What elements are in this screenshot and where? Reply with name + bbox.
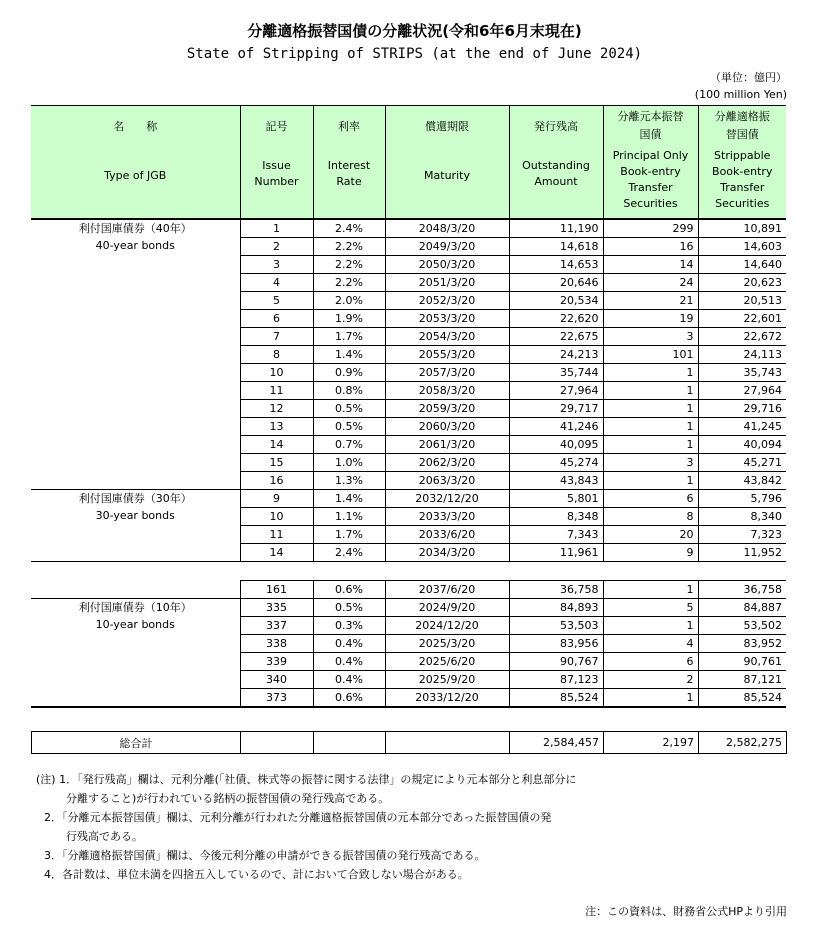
unit-label: （単位：億円） (710, 71, 787, 84)
outstanding-cell: 35,744 (509, 364, 603, 382)
principal-cell: 24 (603, 274, 698, 292)
strippable-cell: 14,603 (698, 238, 786, 256)
issue-cell: 373 (240, 689, 313, 708)
maturity-cell: 2060/3/20 (385, 418, 509, 436)
principal-cell: 21 (603, 292, 698, 310)
maturity-cell: 2063/3/20 (385, 472, 509, 490)
total-principal: 2,197 (604, 732, 699, 754)
rate-cell: 0.4% (313, 653, 385, 671)
table-row (31, 581, 786, 599)
maturity-cell: 2050/3/20 (385, 256, 509, 274)
maturity-cell: 2059/3/20 (385, 400, 509, 418)
outstanding-cell: 20,646 (509, 274, 603, 292)
principal-cell: 1 (603, 364, 698, 382)
maturity-cell: 2055/3/20 (385, 346, 509, 364)
source-note: 注：この資料は、財務省公式HPより引用 (585, 905, 787, 918)
maturity-cell: 2052/3/20 (385, 292, 509, 310)
table-row (31, 219, 786, 238)
strippable-cell: 14,640 (698, 256, 786, 274)
principal-cell: 299 (603, 219, 698, 238)
strippable-cell: 24,113 (698, 346, 786, 364)
rate-cell: 2.0% (313, 292, 385, 310)
header-maturity: 償還期限 Maturity (385, 106, 509, 220)
principal-cell: 3 (603, 328, 698, 346)
maturity-cell: 2049/3/20 (385, 238, 509, 256)
issue-cell: 13 (240, 418, 313, 436)
outstanding-cell: 43,843 (509, 472, 603, 490)
outstanding-cell: 85,524 (509, 689, 603, 708)
group-name-ja: 利付国庫債券（40年） (78, 222, 192, 235)
principal-cell: 5 (603, 599, 698, 617)
group-name-cell (31, 219, 240, 490)
strippable-cell: 20,513 (698, 292, 786, 310)
group-name-en: 10-year bonds (95, 618, 175, 631)
strippable-cell: 27,964 (698, 382, 786, 400)
maturity-cell: 2033/6/20 (385, 526, 509, 544)
note-line: 2．「分離元本振替国債」欄は、元利分離が行われた分離適格振替国債の元本部分であった振替国債の発 (44, 811, 552, 824)
total-row (32, 732, 787, 754)
principal-cell: 8 (603, 508, 698, 526)
outstanding-cell: 8,348 (509, 508, 603, 526)
issue-cell: 335 (240, 599, 313, 617)
outstanding-cell: 22,620 (509, 310, 603, 328)
rate-cell: 0.3% (313, 617, 385, 635)
rate-cell: 0.4% (313, 635, 385, 653)
maturity-cell: 2051/3/20 (385, 274, 509, 292)
principal-cell: 1 (603, 400, 698, 418)
rate-cell: 1.0% (313, 454, 385, 472)
strippable-cell: 45,271 (698, 454, 786, 472)
principal-cell: 3 (603, 454, 698, 472)
note-line: 3．「分離適格振替国債」欄は、今後元利分離の申請ができる振替国債の発行残高である。 (44, 849, 486, 862)
strippable-cell: 90,761 (698, 653, 786, 671)
principal-cell: 1 (603, 617, 698, 635)
total-outstanding: 2,584,457 (510, 732, 604, 754)
maturity-cell: 2053/3/20 (385, 310, 509, 328)
issue-cell: 10 (240, 508, 313, 526)
issue-cell: 3 (240, 256, 313, 274)
issue-cell: 161 (240, 581, 313, 599)
note-line: 4．各計数は、単位未満を四捨五入しているので、計において合致しない場合がある。 (44, 868, 469, 881)
group-name-ja: 利付国庫債券（10年） (78, 601, 192, 614)
rate-cell: 0.8% (313, 382, 385, 400)
principal-cell: 6 (603, 490, 698, 508)
issue-cell: 8 (240, 346, 313, 364)
issue-cell: 10 (240, 364, 313, 382)
outstanding-cell: 20,534 (509, 292, 603, 310)
outstanding-cell: 14,618 (509, 238, 603, 256)
notes (36, 770, 796, 884)
outstanding-cell: 83,956 (509, 635, 603, 653)
header-rate: 利率 Interest Rate (313, 106, 385, 220)
header-strippable: 分離適格振替国債 Strippable Book-entry Transfer Securities (698, 106, 786, 220)
maturity-cell: 2037/6/20 (385, 581, 509, 599)
issue-cell: 11 (240, 382, 313, 400)
header-name: 名 称 Type of JGB (31, 106, 240, 220)
outstanding-cell: 87,123 (509, 671, 603, 689)
issue-cell: 9 (240, 490, 313, 508)
maturity-cell: 2025/3/20 (385, 635, 509, 653)
rate-cell: 1.9% (313, 310, 385, 328)
outstanding-cell: 7,343 (509, 526, 603, 544)
outstanding-cell: 45,274 (509, 454, 603, 472)
strippable-cell: 36,758 (698, 581, 786, 599)
principal-cell: 6 (603, 653, 698, 671)
issue-cell: 2 (240, 238, 313, 256)
group-name-cell (31, 599, 240, 708)
rate-cell: 1.3% (313, 472, 385, 490)
header-row (31, 106, 786, 220)
principal-cell: 1 (603, 472, 698, 490)
strippable-cell: 83,952 (698, 635, 786, 653)
rate-cell: 0.6% (313, 581, 385, 599)
maturity-cell: 2024/12/20 (385, 617, 509, 635)
strippable-cell: 35,743 (698, 364, 786, 382)
rate-cell: 0.5% (313, 418, 385, 436)
maturity-cell: 2024/9/20 (385, 599, 509, 617)
principal-cell: 19 (603, 310, 698, 328)
outstanding-cell: 41,246 (509, 418, 603, 436)
group-name-en: 30-year bonds (95, 509, 175, 522)
principal-cell: 2 (603, 671, 698, 689)
maturity-cell: 2032/12/20 (385, 490, 509, 508)
strippable-cell: 10,891 (698, 219, 786, 238)
issue-cell: 7 (240, 328, 313, 346)
outstanding-cell: 53,503 (509, 617, 603, 635)
rate-cell: 1.7% (313, 328, 385, 346)
outstanding-cell: 5,801 (509, 490, 603, 508)
group-name-en: 40-year bonds (95, 239, 175, 252)
principal-cell: 1 (603, 418, 698, 436)
maturity-cell: 2062/3/20 (385, 454, 509, 472)
issue-cell: 337 (240, 617, 313, 635)
maturity-cell: 2025/9/20 (385, 671, 509, 689)
rate-cell: 2.4% (313, 544, 385, 562)
strippable-cell: 20,623 (698, 274, 786, 292)
strippable-cell: 29,716 (698, 400, 786, 418)
outstanding-cell: 14,653 (509, 256, 603, 274)
strippable-cell: 53,502 (698, 617, 786, 635)
table-row (31, 599, 786, 617)
total-empty-rate (314, 732, 386, 754)
maturity-cell: 2033/12/20 (385, 689, 509, 708)
maturity-cell: 2061/3/20 (385, 436, 509, 454)
issue-cell: 15 (240, 454, 313, 472)
issue-cell: 5 (240, 292, 313, 310)
strippable-cell: 5,796 (698, 490, 786, 508)
issue-cell: 14 (240, 436, 313, 454)
strippable-cell: 7,323 (698, 526, 786, 544)
note-line: (注) 1．「発行残高」欄は、元利分離(「社債、株式等の振替に関する法律」の規定により元本部分と利息部分に (36, 773, 577, 786)
rate-cell: 0.9% (313, 364, 385, 382)
strippable-cell: 22,672 (698, 328, 786, 346)
strippable-cell: 85,524 (698, 689, 786, 708)
group-name-ja: 利付国庫債券（30年） (78, 492, 192, 505)
issue-cell: 338 (240, 635, 313, 653)
principal-cell: 1 (603, 436, 698, 454)
issue-cell: 14 (240, 544, 313, 562)
header-principal: 分離元本振替国債 Principal Only Book-entry Transfer Securities (603, 106, 698, 220)
outstanding-cell: 90,767 (509, 653, 603, 671)
rate-cell: 2.4% (313, 219, 385, 238)
strippable-cell: 22,601 (698, 310, 786, 328)
group-blank-cell (31, 581, 240, 599)
maturity-cell: 2048/3/20 (385, 219, 509, 238)
unit-label-en: (100 million Yen) (694, 88, 787, 101)
rate-cell: 2.2% (313, 256, 385, 274)
table-row (31, 490, 786, 508)
maturity-cell: 2034/3/20 (385, 544, 509, 562)
principal-cell: 20 (603, 526, 698, 544)
outstanding-cell: 84,893 (509, 599, 603, 617)
maturity-cell: 2025/6/20 (385, 653, 509, 671)
principal-cell: 1 (603, 689, 698, 708)
table-end (31, 707, 786, 708)
header-outstanding: 発行残高 Outstanding Amount (509, 106, 603, 220)
issue-cell: 12 (240, 400, 313, 418)
issue-cell: 6 (240, 310, 313, 328)
page-title: 分離適格振替国債の分離状況(令和6年6月末現在) (247, 22, 582, 40)
issue-cell: 16 (240, 472, 313, 490)
outstanding-cell: 29,717 (509, 400, 603, 418)
principal-cell: 1 (603, 581, 698, 599)
rate-cell: 0.5% (313, 400, 385, 418)
strippable-cell: 8,340 (698, 508, 786, 526)
strippable-cell: 40,094 (698, 436, 786, 454)
principal-cell: 4 (603, 635, 698, 653)
rate-cell: 0.5% (313, 599, 385, 617)
strippable-cell: 87,121 (698, 671, 786, 689)
principal-cell: 14 (603, 256, 698, 274)
principal-cell: 101 (603, 346, 698, 364)
strips-table (31, 105, 786, 708)
spacer-row (31, 562, 786, 581)
issue-cell: 11 (240, 526, 313, 544)
group-name-cell (31, 490, 240, 562)
total-empty-issue (241, 732, 314, 754)
total-table (31, 731, 787, 754)
strippable-cell: 11,952 (698, 544, 786, 562)
outstanding-cell: 22,675 (509, 328, 603, 346)
maturity-cell: 2057/3/20 (385, 364, 509, 382)
rate-cell: 0.6% (313, 689, 385, 708)
rate-cell: 2.2% (313, 238, 385, 256)
rate-cell: 1.1% (313, 508, 385, 526)
header-issue: 記号 Issue Number (240, 106, 313, 220)
rate-cell: 1.4% (313, 346, 385, 364)
total-label: 総合計 (32, 732, 241, 754)
rate-cell: 1.4% (313, 490, 385, 508)
rate-cell: 1.7% (313, 526, 385, 544)
principal-cell: 1 (603, 382, 698, 400)
strippable-cell: 41,245 (698, 418, 786, 436)
outstanding-cell: 27,964 (509, 382, 603, 400)
rate-cell: 0.7% (313, 436, 385, 454)
note-line: 行残高である。 (66, 830, 143, 843)
rate-cell: 2.2% (313, 274, 385, 292)
rate-cell: 0.4% (313, 671, 385, 689)
issue-cell: 1 (240, 219, 313, 238)
maturity-cell: 2033/3/20 (385, 508, 509, 526)
strippable-cell: 84,887 (698, 599, 786, 617)
outstanding-cell: 11,961 (509, 544, 603, 562)
total-empty-maturity (386, 732, 510, 754)
issue-cell: 340 (240, 671, 313, 689)
total-strippable: 2,582,275 (699, 732, 787, 754)
issue-cell: 4 (240, 274, 313, 292)
outstanding-cell: 24,213 (509, 346, 603, 364)
note-line: 分離すること)が行われている銘柄の振替国債の発行残高である。 (66, 792, 390, 805)
principal-cell: 9 (603, 544, 698, 562)
strippable-cell: 43,842 (698, 472, 786, 490)
issue-cell: 339 (240, 653, 313, 671)
outstanding-cell: 40,095 (509, 436, 603, 454)
maturity-cell: 2058/3/20 (385, 382, 509, 400)
outstanding-cell: 11,190 (509, 219, 603, 238)
page-subtitle: State of Stripping of STRIPS (at the end of June 2024) (186, 46, 643, 62)
outstanding-cell: 36,758 (509, 581, 603, 599)
principal-cell: 16 (603, 238, 698, 256)
maturity-cell: 2054/3/20 (385, 328, 509, 346)
